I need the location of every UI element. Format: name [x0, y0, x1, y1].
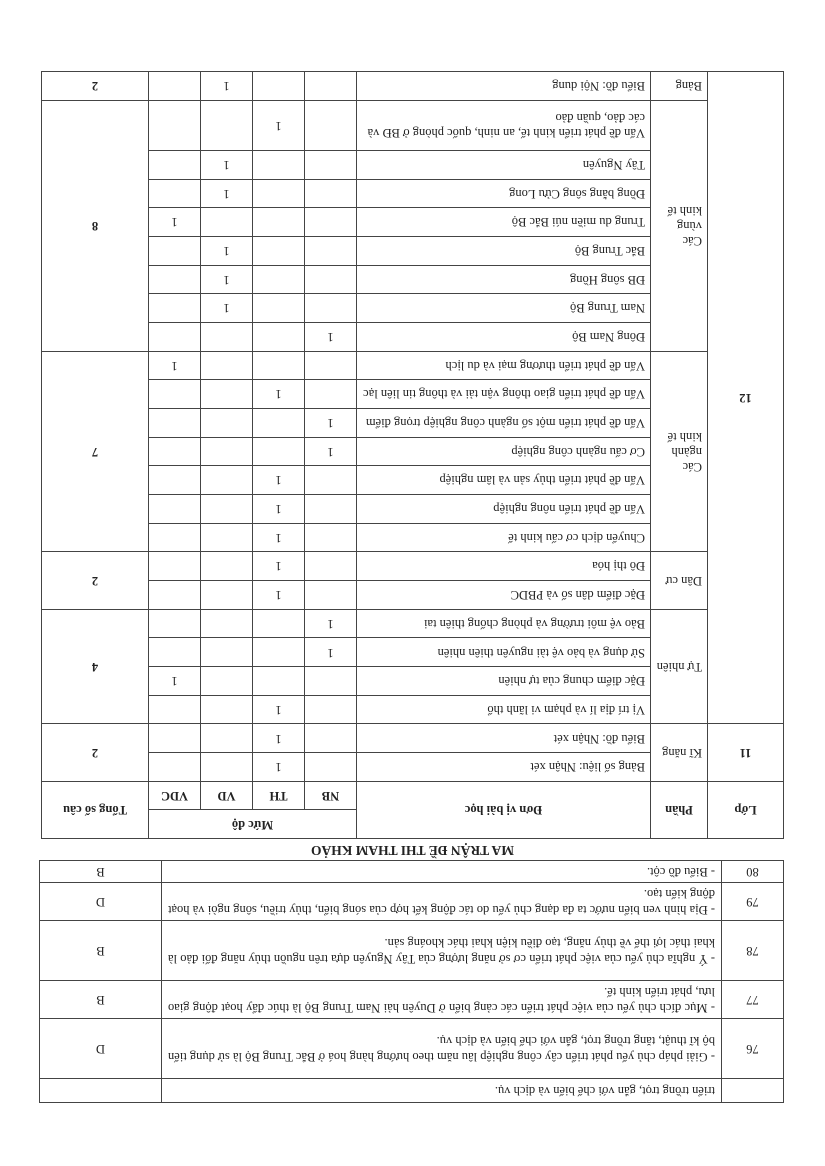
- answer-number: 80: [722, 860, 784, 882]
- total-cell: 4: [42, 609, 149, 724]
- vdc-cell: [149, 322, 201, 351]
- vdc-cell: [149, 72, 201, 101]
- answer-key: B: [40, 860, 162, 882]
- th-cell: [253, 236, 305, 265]
- vd-cell: 1: [201, 179, 253, 208]
- answer-explanation: - Mục đích chủ yếu của việc phát triển các cảng biển ở Duyên hải Nam Trung Bộ là thúc đẩy hoạt động giao lưu, phát triển kinh tế.: [162, 981, 722, 1019]
- vdc-cell: [149, 380, 201, 409]
- matrix-row: [42, 322, 784, 351]
- th-cell: 1: [253, 752, 305, 781]
- matrix-header-row: [42, 810, 784, 839]
- vdc-cell: [149, 179, 201, 208]
- vdc-cell: 1: [149, 666, 201, 695]
- vdc-cell: [149, 100, 201, 150]
- unit-cell: Vấn đề phát triển giao thông vận tải và thông tin liên lạc: [357, 380, 651, 409]
- vdc-cell: [149, 408, 201, 437]
- unit-cell: Nam Trung Bộ: [357, 294, 651, 323]
- matrix-row: [42, 580, 784, 609]
- section-cell: Các ngành kinh tế: [651, 351, 708, 552]
- matrix-row: [42, 523, 784, 552]
- total-cell: 2: [42, 72, 149, 101]
- vd-cell: [201, 609, 253, 638]
- vdc-cell: [149, 580, 201, 609]
- vd-cell: [201, 494, 253, 523]
- vd-cell: 1: [201, 150, 253, 179]
- nb-cell: [305, 666, 357, 695]
- header-don-vi: Đơn vị bài học: [357, 781, 651, 838]
- answer-table: [39, 860, 784, 1103]
- nb-cell: 1: [305, 322, 357, 351]
- section-cell: Các vùng kinh tế: [651, 100, 708, 351]
- unit-cell: Đồng bằng sông Cửu Long: [357, 179, 651, 208]
- unit-cell: Sử dụng và bảo vệ tài nguyên thiên nhiên: [357, 638, 651, 667]
- th-cell: 1: [253, 523, 305, 552]
- vdc-cell: [149, 523, 201, 552]
- vdc-cell: [149, 494, 201, 523]
- th-cell: [253, 294, 305, 323]
- unit-cell: Tây Nguyên: [357, 150, 651, 179]
- nb-cell: [305, 752, 357, 781]
- unit-cell: Đặc điểm chung của tự nhiên: [357, 666, 651, 695]
- matrix-table: [41, 71, 784, 839]
- nb-cell: [305, 724, 357, 753]
- answer-number: 78: [722, 921, 784, 981]
- header-tong: Tổng số câu: [42, 781, 149, 838]
- total-cell: 7: [42, 351, 149, 552]
- unit-cell: Đặc điểm dân số và PBDC: [357, 580, 651, 609]
- vd-cell: [201, 380, 253, 409]
- th-cell: [253, 666, 305, 695]
- th-cell: 1: [253, 494, 305, 523]
- total-cell: 2: [42, 552, 149, 609]
- unit-cell: Bắc Trung Bộ: [357, 236, 651, 265]
- total-cell: 2: [42, 724, 149, 781]
- answer-row: [40, 883, 784, 921]
- nb-cell: [305, 150, 357, 179]
- vd-cell: [201, 437, 253, 466]
- th-cell: 1: [253, 724, 305, 753]
- nb-cell: 1: [305, 437, 357, 466]
- answer-key: D: [40, 883, 162, 921]
- header-vdc: VDC: [149, 781, 201, 810]
- nb-cell: [305, 523, 357, 552]
- answer-key: [40, 1079, 162, 1103]
- vd-cell: [201, 351, 253, 380]
- vdc-cell: [149, 609, 201, 638]
- matrix-row: [42, 695, 784, 724]
- vdc-cell: [149, 294, 201, 323]
- vd-cell: 1: [201, 72, 253, 101]
- th-cell: [253, 638, 305, 667]
- th-cell: [253, 150, 305, 179]
- vdc-cell: 1: [149, 351, 201, 380]
- vd-cell: [201, 208, 253, 237]
- unit-cell: Đông Nam Bộ: [357, 322, 651, 351]
- th-cell: 1: [253, 380, 305, 409]
- header-th: TH: [253, 781, 305, 810]
- header-nb: NB: [305, 781, 357, 810]
- section-cell: Kĩ năng: [651, 724, 708, 781]
- nb-cell: 1: [305, 609, 357, 638]
- vdc-cell: [149, 150, 201, 179]
- vd-cell: 1: [201, 265, 253, 294]
- vd-cell: [201, 523, 253, 552]
- matrix-title: MA TRẬN ĐỀ THI THAM KHẢO: [311, 843, 514, 858]
- answer-row: [40, 1079, 784, 1103]
- nb-cell: [305, 236, 357, 265]
- nb-cell: [305, 351, 357, 380]
- section-cell: Tự nhiên: [651, 609, 708, 724]
- vd-cell: [201, 666, 253, 695]
- nb-cell: [305, 208, 357, 237]
- nb-cell: 1: [305, 638, 357, 667]
- th-cell: [253, 72, 305, 101]
- nb-cell: [305, 265, 357, 294]
- vd-cell: [201, 752, 253, 781]
- vd-cell: [201, 100, 253, 150]
- nb-cell: [305, 466, 357, 495]
- th-cell: [253, 208, 305, 237]
- unit-cell: Trung du miền núi Bắc Bộ: [357, 208, 651, 237]
- nb-cell: [305, 179, 357, 208]
- answer-key: B: [40, 981, 162, 1019]
- answer-row: [40, 860, 784, 882]
- vdc-cell: 1: [149, 208, 201, 237]
- unit-cell: Cơ cấu ngành công nghiệp: [357, 437, 651, 466]
- answer-key: D: [40, 1019, 162, 1079]
- vd-cell: [201, 580, 253, 609]
- unit-cell: Vấn đề phát triển kinh tế, an ninh, quốc phòng ở BĐ và các đảo, quần đảo: [357, 100, 651, 150]
- answer-explanation: - Địa hình ven biển nước ta đa dạng chủ yếu do tác động kết hợp của sóng biển, thủy triều, sông ngòi và hoạt động kiến tạo.: [162, 883, 722, 921]
- nb-cell: [305, 72, 357, 101]
- th-cell: [253, 351, 305, 380]
- th-cell: [253, 437, 305, 466]
- section-cell: Bảng: [651, 72, 708, 101]
- th-cell: [253, 322, 305, 351]
- vdc-cell: [149, 695, 201, 724]
- header-muc-do: Mức độ: [149, 810, 357, 839]
- nb-cell: [305, 100, 357, 150]
- total-cell: 8: [42, 100, 149, 351]
- unit-cell: Bảo vệ môi trường và phòng chống thiên tai: [357, 609, 651, 638]
- unit-cell: Đô thị hóa: [357, 552, 651, 581]
- answer-number: 77: [722, 981, 784, 1019]
- vdc-cell: [149, 265, 201, 294]
- nb-cell: [305, 494, 357, 523]
- vd-cell: [201, 408, 253, 437]
- nb-cell: [305, 380, 357, 409]
- unit-cell: Vấn đề phát triển nông nghiệp: [357, 494, 651, 523]
- nb-cell: [305, 552, 357, 581]
- th-cell: 1: [253, 466, 305, 495]
- answer-number: 79: [722, 883, 784, 921]
- header-lop: Lớp: [708, 781, 784, 838]
- class-cell: 11: [708, 724, 784, 781]
- unit-cell: Vấn đề phát triển thương mại và du lịch: [357, 351, 651, 380]
- unit-cell: Chuyển dịch cơ cấu kinh tế: [357, 523, 651, 552]
- unit-cell: Vấn đề phát triển thủy sản và lâm nghiệp: [357, 466, 651, 495]
- answer-explanation: triển trồng trọt, gắn với chế biến và dịch vụ.: [162, 1079, 722, 1103]
- vd-cell: [201, 695, 253, 724]
- nb-cell: [305, 294, 357, 323]
- unit-cell: Vấn đề phát triển một số ngành công nghiệp trọng điểm: [357, 408, 651, 437]
- nb-cell: [305, 695, 357, 724]
- th-cell: 1: [253, 580, 305, 609]
- unit-cell: Biểu đồ: Nhận xét: [357, 724, 651, 753]
- answer-row: [40, 981, 784, 1019]
- th-cell: [253, 179, 305, 208]
- vd-cell: [201, 552, 253, 581]
- class-cell: 12: [708, 72, 784, 724]
- answer-explanation: - Ý nghĩa chủ yếu của việc phát triển cơ sở năng lượng của Tây Nguyên dựa trên nguồn thủy năng đối đảo là khai thác lợi thế về thủy năng, tạo điều kiện khai thác khoáng sản.: [162, 921, 722, 981]
- vdc-cell: [149, 236, 201, 265]
- vdc-cell: [149, 752, 201, 781]
- th-cell: 1: [253, 552, 305, 581]
- unit-cell: Biểu đồ: Nội dung: [357, 72, 651, 101]
- section-cell: Dân cư: [651, 552, 708, 609]
- nb-cell: 1: [305, 408, 357, 437]
- answer-key: B: [40, 921, 162, 981]
- vdc-cell: [149, 466, 201, 495]
- unit-cell: Vị trí địa lí và phạm vi lãnh thổ: [357, 695, 651, 724]
- matrix-row: [42, 752, 784, 781]
- answer-number: [722, 1079, 784, 1103]
- vdc-cell: [149, 552, 201, 581]
- th-cell: [253, 408, 305, 437]
- th-cell: [253, 265, 305, 294]
- th-cell: 1: [253, 695, 305, 724]
- unit-cell: ĐB sông Hồng: [357, 265, 651, 294]
- th-cell: 1: [253, 100, 305, 150]
- vd-cell: [201, 638, 253, 667]
- answer-row: [40, 921, 784, 981]
- th-cell: [253, 609, 305, 638]
- vdc-cell: [149, 437, 201, 466]
- vd-cell: [201, 322, 253, 351]
- vd-cell: 1: [201, 294, 253, 323]
- unit-cell: Bảng số liệu: Nhận xét: [357, 752, 651, 781]
- header-vd: VD: [201, 781, 253, 810]
- answer-number: 76: [722, 1019, 784, 1079]
- vd-cell: [201, 466, 253, 495]
- header-phan: Phần: [651, 781, 708, 838]
- answer-row: [40, 1019, 784, 1079]
- vd-cell: [201, 724, 253, 753]
- nb-cell: [305, 580, 357, 609]
- answer-explanation: - Biểu đồ cột.: [162, 860, 722, 882]
- vdc-cell: [149, 724, 201, 753]
- vdc-cell: [149, 638, 201, 667]
- vd-cell: 1: [201, 236, 253, 265]
- answer-explanation: - Giải pháp chủ yếu phát triển cây công nghiệp lâu năm theo hướng hàng hoá ở Bắc Trung Bộ là sử dụng tiến bộ kĩ thuật, tăng trồng trọt, gắn với chế biến và dịch vụ.: [162, 1019, 722, 1079]
- matrix-row: [42, 72, 784, 101]
